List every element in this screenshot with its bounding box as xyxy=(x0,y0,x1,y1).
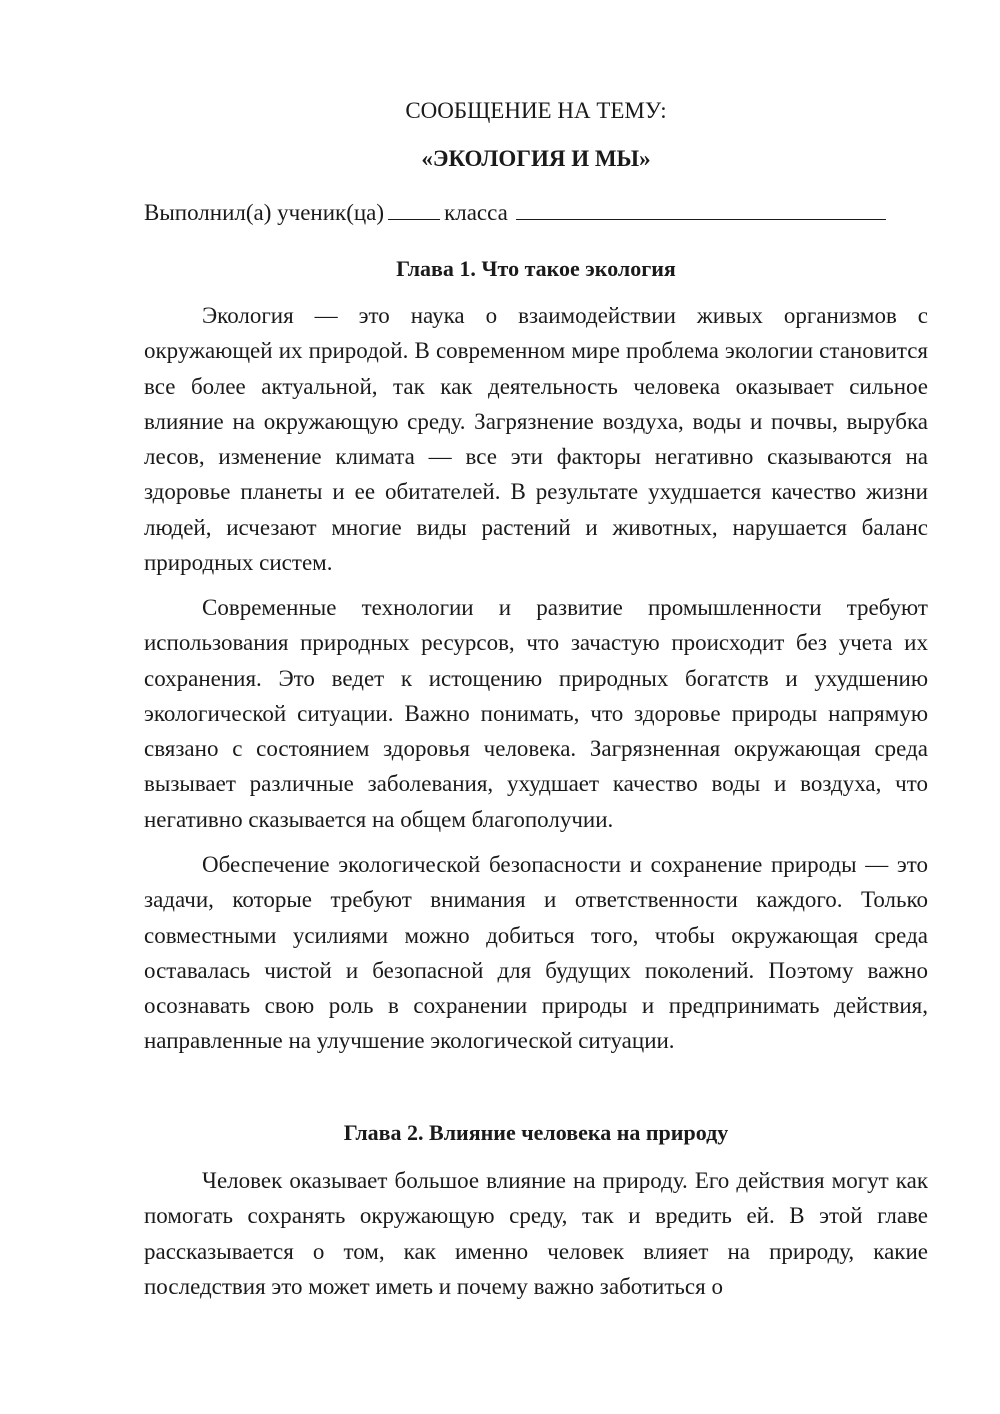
chapter-1-paragraph-2: Современные технологии и развитие промышленности требуют использования природных ресурсов, что зачастую происходит без учета их сохранения. Это ведет к истощению природных богатств и ухудшению экологической ситуации. Важно понимать, что здоровье природы напрямую связано с состоянием здоровья человека. Загрязненная окружающая среда вызывает различные заболевания, ухудшает качество воды и воздуха, что негативно сказывается на общем благополучии. xyxy=(144,595,928,832)
class-label: класса xyxy=(444,200,508,225)
class-name-blank xyxy=(516,199,886,220)
chapter-2-paragraph-1: Человек оказывает большое влияние на природу. Его действия могут как помогать сохранять окружающую среду, так и вредить ей. В этой главе рассказывается о том, как именно человек влияет на природу, какие последствия это может иметь и почему важно заботиться о xyxy=(144,1168,928,1299)
chapter-1-paragraph-3: Обеспечение экологической безопасности и сохранение природы — это задачи, которые требуют внимания и ответственности каждого. Только совместными усилиями можно добиться того, чтобы окружающая среда оставалась чистой и безопасной для будущих поколений. Поэтому важно осознавать свою роль в сохранении природы и предпринимать действия, направленные на улучшение экологической ситуации. xyxy=(144,852,928,1054)
author-line xyxy=(144,196,928,230)
chapter-1-paragraph-1: Экология — это наука о взаимодействии живых организмов с окружающей их природой. В современном мире проблема экологии становится все более актуальной, так как деятельность человека оказывает сильное влияние на окружающую среду. Загрязнение воздуха, воды и почвы, вырубка лесов, изменение климата — все эти факторы негативно сказываются на здоровье планеты и ее обитателей. В результате ухудшается качество жизни людей, исчезают многие виды растений и животных, нарушается баланс природных систем. xyxy=(144,303,928,576)
class-number-blank xyxy=(388,199,440,220)
author-prefix: Выполнил(а) ученик(ца) xyxy=(144,200,385,225)
document-title-line2: «ЭКОЛОГИЯ И МЫ» xyxy=(421,146,651,171)
chapter-2-title: Глава 2. Влияние человека на природу xyxy=(343,1120,729,1145)
chapter-1-title: Глава 1. Что такое экология xyxy=(396,256,676,281)
document-title-line1: СООБЩЕНИЕ НА ТЕМУ: xyxy=(405,98,667,123)
